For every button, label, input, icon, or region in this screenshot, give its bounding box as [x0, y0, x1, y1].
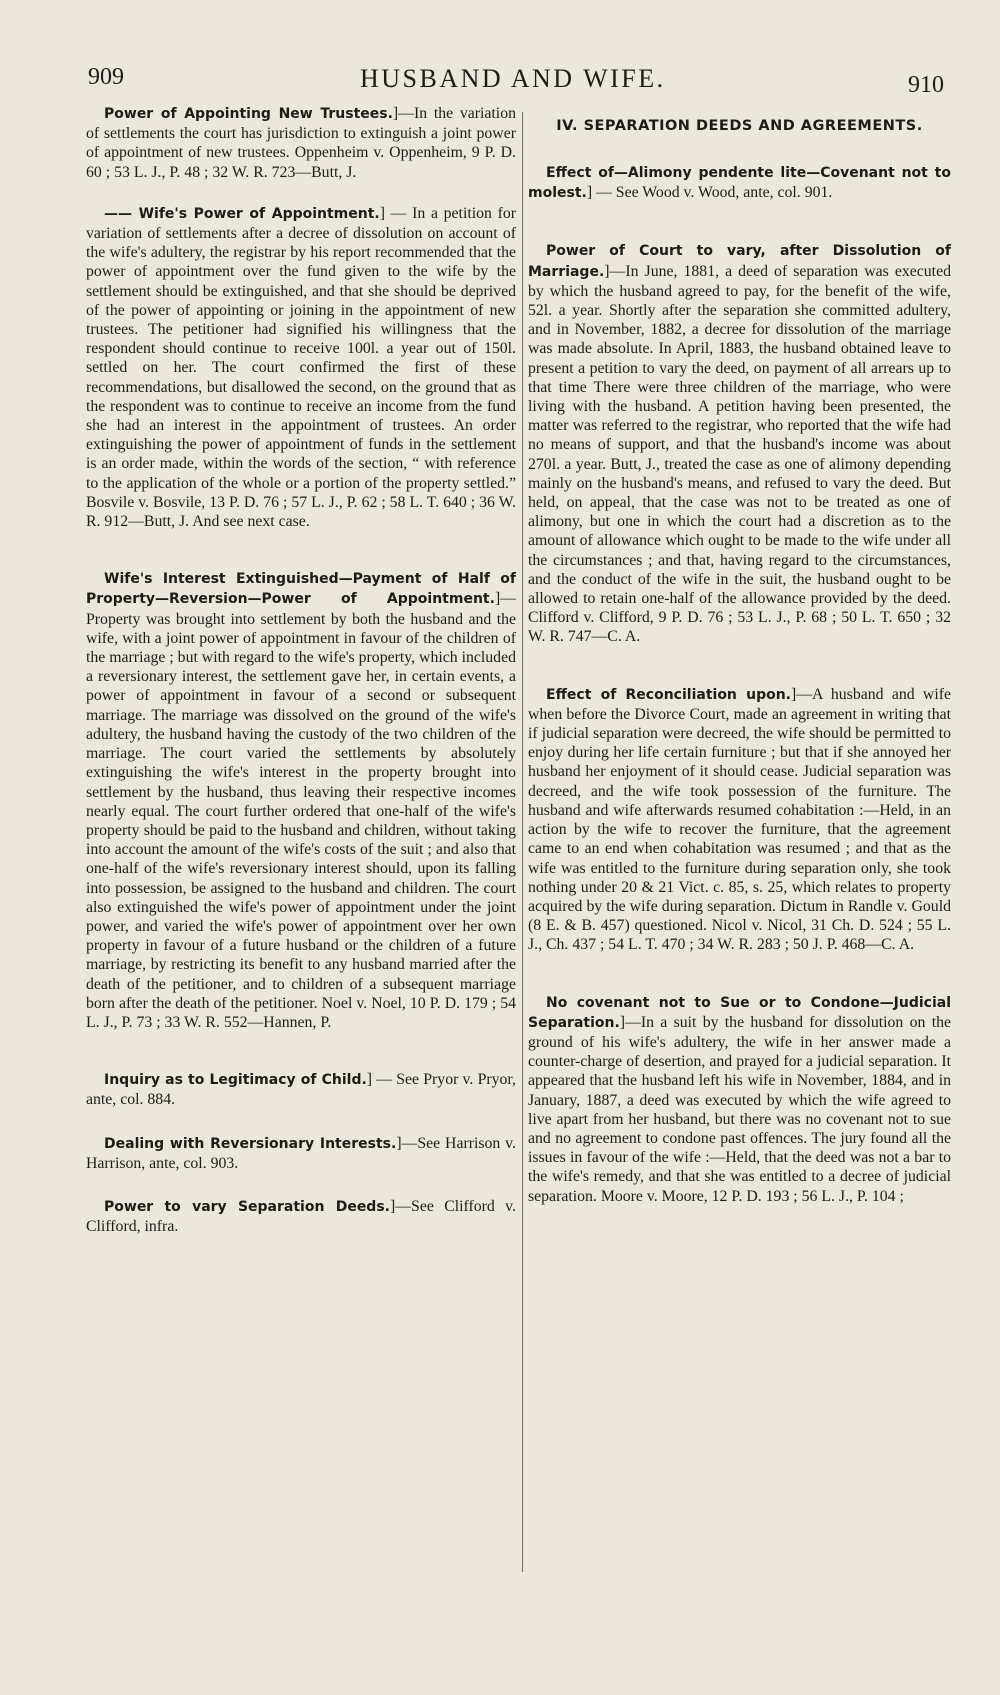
entry-title: Power of Court to vary, after Dissolution of Marriage. — [528, 243, 951, 280]
entry-text: ] — In a petition for variation of settlements after a decree of dissolution on account of the wife's adultery, the registrar by his report recommended that the power of appointment over the fund given to the wife by the settlement should be extinguished, and that she should be deprived of the power of appointing or joining in the appointment of new trustees. The petitioner had signified his willingness that the respondent should continue to receive 100l. a year out of 150l. settled on her. The court confirmed the first of these recommendations, but disallowed the second, on the ground that as the respondent was to continue to receive an income from the fund she had an interest in the appointment of trustees. An order extinguishing the power of appointment of funds in the settlement is an order made, within the words of the section, “ with reference to the application of the whole or a portion of the property settled.” Bosvile v. Bosvile, 13 P. D. 76 ; 57 L. J., P. 62 ; 58 L. T. 640 ; 36 W. R. 912—Butt, J. And see next case. — [86, 204, 516, 531]
entry-new-trustees — [86, 104, 516, 182]
entry-wife-power-appointment — [86, 204, 516, 531]
entry-text: ]—A husband and wife when before the Divorce Court, made an agreement in writing that if judicial separation were decreed, the wife should be permitted to enjoy during her life certain furniture ; but that if she annoyed her husband her enjoyment of it should cease. Judicial separation was decreed, and the wife took possession of the furniture. The husband and wife afterwards resumed cohabitation :—Held, in an action by the wife to recover the furniture, that the agreement came to an end when cohabitation was resumed ; and that as the wife was entitled to the furniture during separation only, she took nothing under 20 & 21 Vict. c. 85, s. 25, which relates to property acquired by the wife during separation. Dictum in Randle v. Gould (8 E. & B. 457) questioned. Nicol v. Nicol, 31 Ch. D. 524 ; 55 L. J., Ch. 437 ; 54 L. T. 470 ; 34 W. R. 283 ; 50 J. P. 468—C. A. — [528, 685, 951, 954]
page-number-left: 909 — [88, 64, 124, 90]
page-number-right: 910 — [908, 72, 944, 98]
entry-legitimacy-inquiry — [86, 1070, 516, 1109]
entry-title: Effect of—Alimony pendente lite—Covenant not to molest. — [528, 165, 951, 202]
entry-reversionary-interests — [86, 1134, 516, 1173]
entry-text: ]—In the variation of settlements the court has jurisdiction to extinguish a joint power of appointment of new trustees. Oppenheim v. Oppenheim, 9 P. D. 60 ; 53 L. J., P. 48 ; 32 W. R. 723—Butt, J. — [86, 105, 516, 181]
entry-title: No covenant not to Sue or to Condone—Judicial Separation. — [528, 994, 951, 1031]
entry-text: ] — See Pryor v. Pryor, ante, col. 884. — [86, 1071, 516, 1109]
entry-text: ]—See Harrison v. Harrison, ante, col. 903. — [86, 1134, 516, 1172]
section-heading: IV. SEPARATION DEEDS AND AGREEMENTS. — [556, 118, 923, 134]
entry-wife-interest-extinguished — [86, 569, 516, 1032]
entry-vary-separation-deeds — [86, 1197, 516, 1236]
entry-text: ]—In a suit by the husband for dissolution on the ground of his wife's adultery, the wife in her answer made a counter-charge of desertion, and prayed for a judicial separation. It appeared that the husband left his wife in November, 1884, and in January, 1887, a deed was executed by which the wife agreed to live apart from her husband, but there was no covenant not to sue and no agreement to condone past offences. The jury found all the issues in favour of the wife :—Held, that the deed was not a bar to the wife's remedy, and that she was entitled to a decree of judicial separation. Moore v. Moore, 12 P. D. 193 ; 56 L. J., P. 104 ; — [528, 1013, 951, 1205]
entry-reconciliation — [528, 685, 951, 955]
entry-text: ]—In June, 1881, a deed of separation was executed by which the husband agreed to pay, for the benefit of the wife, 52l. a year. Shortly after the separation she committed adultery, and in November, 1882, a decree for dissolution of the marriage was made absolute. In April, 1883, the husband obtained leave to present a petition to vary the deed, on payment of all arrears up to that time There were three children of the marriage, who were living with the husband. A petition having been presented, the matter was referred to the registrar, who reported that the wife had no means of support, and that the husband's income was about 270l. a year. Butt, J., treated the case as one of alimony depending mainly on the husband's means, and refused to vary the deed. But held, on appeal, that the case was not to be treated as one of alimony, but one in which the court had a discretion as to the amount of allowance which ought to be made to the wife under all the circumstances ; and that, having regard to the circumstances, and the conduct of the wife in the suit, the husband ought to be allowed to retain one-half of the allowance provided by the deed. Clifford v. Clifford, 9 P. D. 76 ; 53 L. J., P. 68 ; 50 L. T. 650 ; 32 W. R. 747—C. A. — [528, 262, 951, 646]
left-column — [86, 104, 516, 1258]
right-column — [528, 104, 951, 1228]
column-divider — [522, 112, 523, 1572]
entry-title: Power of Appointing New Trustees. — [104, 106, 393, 122]
entry-no-covenant — [528, 993, 951, 1206]
entry-text: ]—See Clifford v. Clifford, infra. — [86, 1197, 516, 1236]
entry-title: Wife's Interest Extinguished—Payment of Half of Property—Reversion—Power of Appointment. — [86, 571, 516, 608]
entry-power-to-vary — [528, 241, 951, 646]
entry-title: Effect of Reconciliation upon. — [546, 686, 791, 703]
entry-title: —— Wife's Power of Appointment. — [104, 205, 380, 222]
entry-text: ] — See Wood v. Wood, ante, col. 901. — [586, 184, 833, 202]
entry-title: Inquiry as to Legitimacy of Child. — [104, 1072, 367, 1089]
entry-alimony-pendente-lite — [528, 163, 951, 203]
entry-text: ]—Property was brought into settlement by both the husband and the wife, with a joint power of appointment in favour of the children of the marriage ; but with regard to the wife's property, which included a reversionary interest, the settlement gave her, in certain events, a power of appointment in favour of a second or subsequent marriage. The marriage was dissolved on the ground of the wife's adultery, the husband having the custody of the two children of the marriage. The court varied the settlements by absolutely extinguishing the wife's interest in the property brought into settlement by the husband, thus leaving their respective incomes nearly equal. The court further ordered that one-half of the wife's property should be paid to the husband and children, without taking into account the amount of the wife's costs of the suit ; and also that one-half of the wife's reversionary interest should, upon its falling into possession, be assigned to the husband and children. The court also extinguished the wife's power of appointment under the joint power, and varied the wife's power of appointment over her own property in favour of a future husband or the children of a future marriage, by restricting its benefit to any husband married after the death of the petitioner, and to children of a subsequent marriage born after the death of the petitioner. Noel v. Noel, 10 P. D. 179 ; 54 L. J., P. 73 ; 33 W. R. 552—Hannen, P. — [86, 590, 516, 1031]
running-title: HUSBAND AND WIFE. — [360, 64, 666, 93]
entry-title: Dealing with Reversionary Interests. — [104, 1135, 397, 1152]
running-header — [0, 60, 1000, 110]
entry-title: Power to vary Separation Deeds. — [104, 1198, 390, 1215]
